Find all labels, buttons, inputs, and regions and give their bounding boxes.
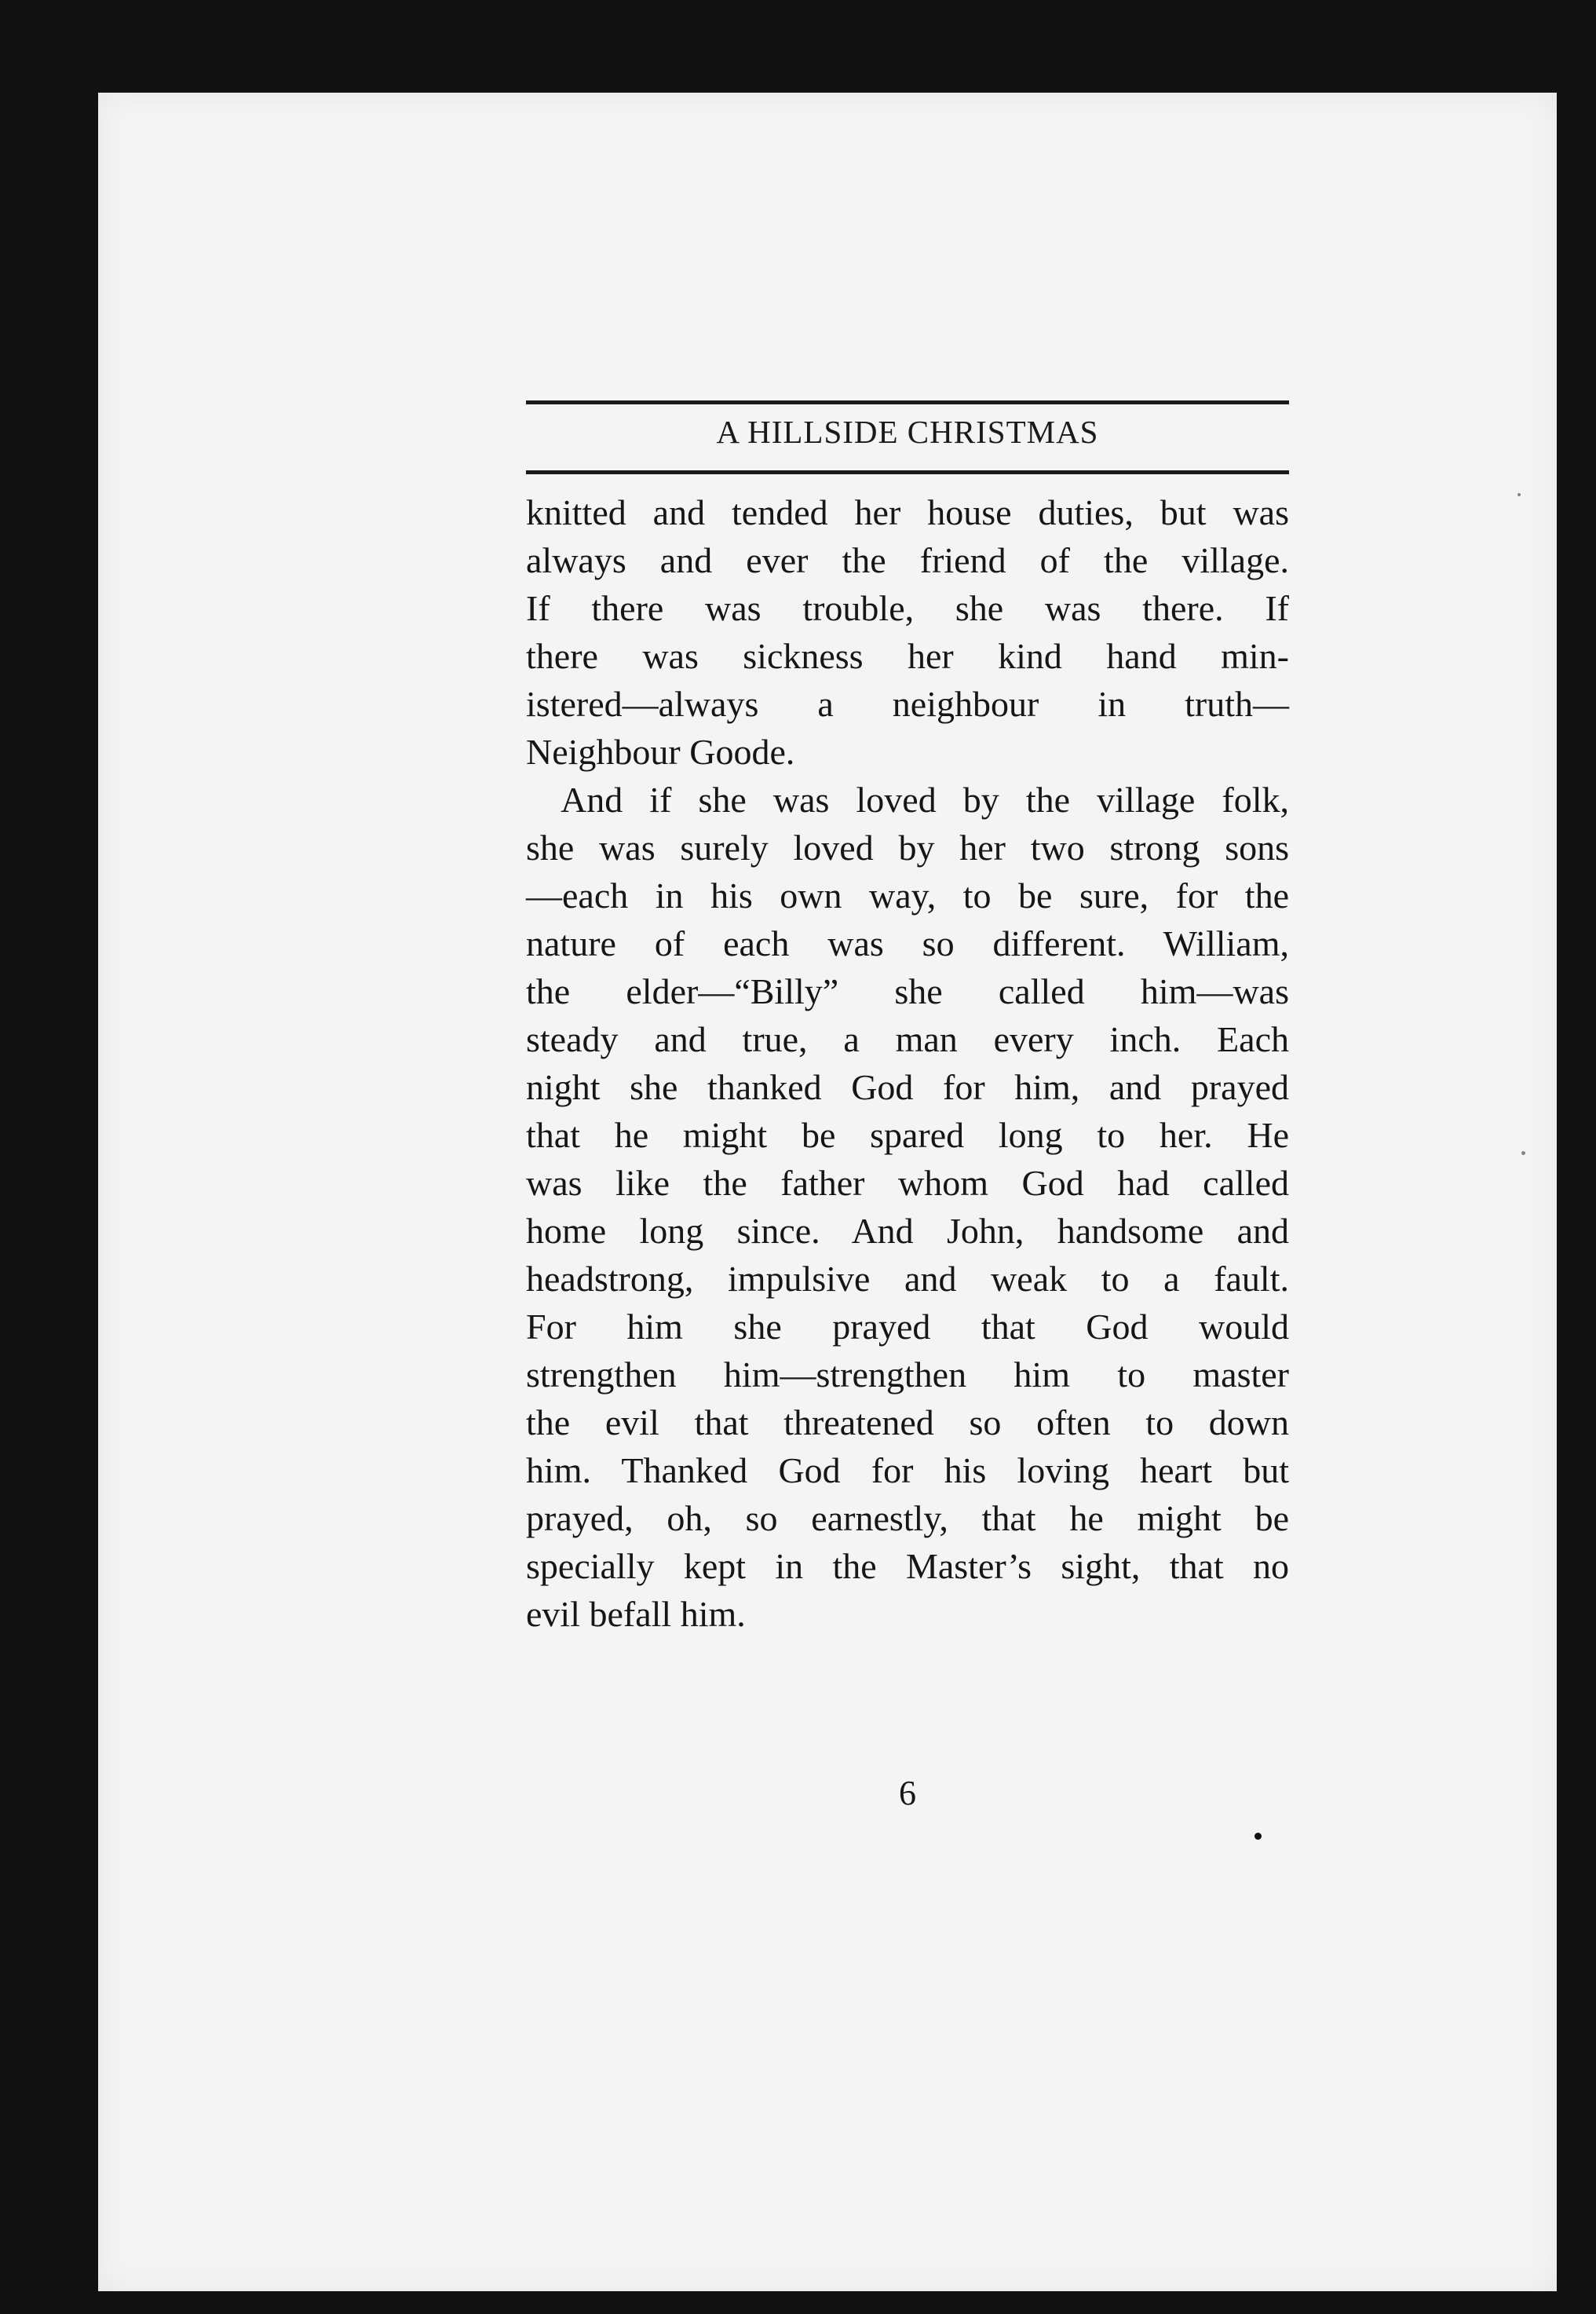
text-line: she was surely loved by her two strong sons <box>526 828 1289 868</box>
text-line: the evil that threatened so often to down <box>526 1402 1289 1442</box>
page-number: 6 <box>899 1774 916 1812</box>
text-line: prayed, oh, so earnestly, that he might be <box>526 1498 1289 1538</box>
text-line: For him she prayed that God would <box>526 1307 1289 1347</box>
header-rule-bottom <box>526 470 1289 474</box>
text-line: there was sickness her kind hand min- <box>526 636 1289 676</box>
dust-speck <box>1255 1833 1262 1840</box>
body-text <box>526 488 1289 1638</box>
text-line: headstrong, impulsive and weak to a fault. <box>526 1259 1289 1299</box>
text-line: was like the father whom God had called <box>526 1163 1289 1203</box>
text-line: home long since. And John, handsome and <box>526 1211 1289 1251</box>
text-line: Neighbour Goode. <box>526 732 795 772</box>
text-line: that he might be spared long to her. He <box>526 1115 1289 1155</box>
text-line: night she thanked God for him, and prayed <box>526 1067 1289 1107</box>
text-line: nature of each was so different. William, <box>526 923 1289 963</box>
dust-speck <box>1521 1151 1525 1155</box>
text-line: steady and true, a man every inch. Each <box>526 1019 1289 1059</box>
running-head: A HILLSIDE CHRISTMAS <box>716 414 1099 450</box>
text-line: If there was trouble, she was there. If <box>526 588 1289 628</box>
text-line: knitted and tended her house duties, but was <box>526 492 1289 532</box>
text-line: the elder—“Billy” she called him—was <box>526 971 1289 1011</box>
text-line: evil befall him. <box>526 1594 746 1634</box>
text-line: And if she was loved by the village folk, <box>561 780 1289 820</box>
text-line: specially kept in the Master’s sight, that no <box>526 1546 1289 1586</box>
text-line: strengthen him—strengthen him to master <box>526 1354 1289 1395</box>
text-line: him. Thanked God for his loving heart but <box>526 1450 1289 1490</box>
text-line: istered—always a neighbour in truth— <box>526 684 1289 724</box>
dust-speck <box>1517 493 1521 496</box>
header-rule-top <box>526 400 1289 404</box>
text-line: —each in his own way, to be sure, for the <box>526 876 1289 916</box>
paragraph-1 <box>526 488 1289 776</box>
paragraph-2 <box>526 776 1289 1638</box>
text-line: always and ever the friend of the village. <box>526 540 1289 580</box>
book-page <box>98 93 1557 2291</box>
